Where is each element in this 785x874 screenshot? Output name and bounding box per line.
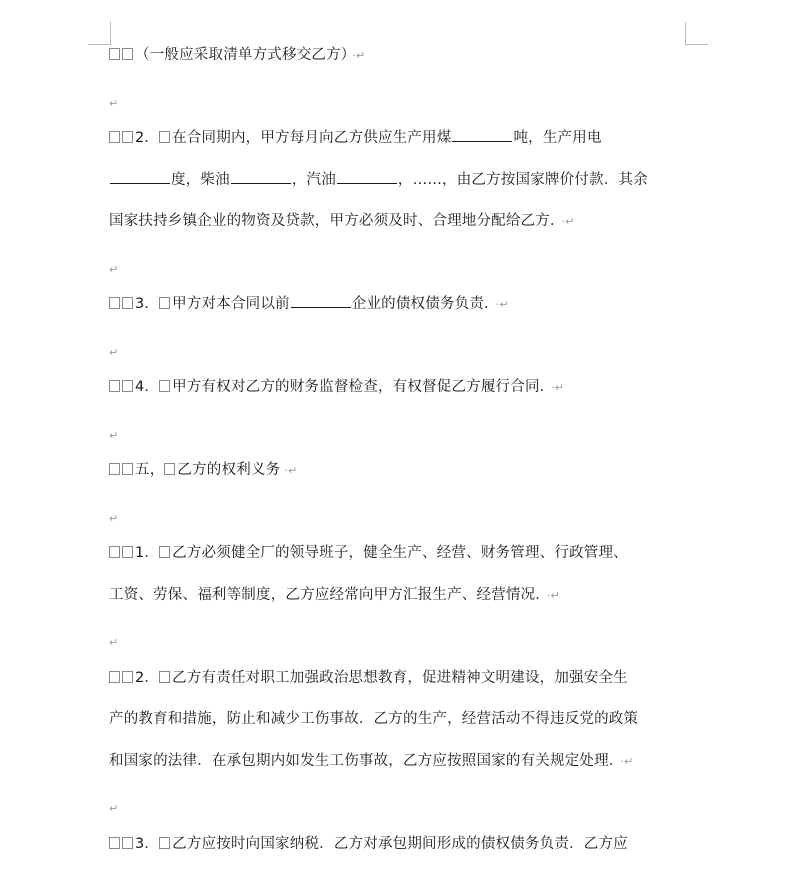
- document-body[interactable]: [109, 35, 689, 865]
- missing-glyph-box: [159, 131, 170, 143]
- empty-paragraph[interactable]: [109, 492, 689, 534]
- paragraph-mark-icon: ·↵: [284, 464, 298, 477]
- missing-glyph-box: [159, 297, 170, 309]
- line-text: ，……，由乙方按国家牌价付款．其余: [397, 171, 648, 188]
- missing-glyph-box: [159, 837, 170, 849]
- empty-paragraph[interactable]: [109, 782, 689, 824]
- crop-mark-top-left: [88, 22, 111, 45]
- item-number: 3．: [135, 296, 160, 312]
- line-text: 在合同期内，甲方每月向乙方供应生产用煤: [172, 130, 452, 146]
- item-number: 2．: [135, 669, 160, 686]
- missing-glyph-box: [164, 463, 175, 475]
- line-text: 甲方对本合同以前: [172, 296, 290, 312]
- paragraph-mark-icon: ↵: [109, 636, 119, 649]
- missing-glyph-box: [109, 297, 120, 309]
- paragraph-mark-icon: ↵: [109, 96, 119, 110]
- text-line[interactable]: [109, 658, 689, 700]
- missing-glyph-box: [159, 546, 170, 558]
- paragraph-mark-icon: ·↵: [352, 49, 366, 62]
- missing-glyph-box: [122, 837, 133, 849]
- missing-glyph-box: [122, 131, 133, 143]
- paragraph-mark-icon: ·↵: [495, 298, 509, 311]
- line-text: （一般应采取清单方式移交乙方）: [135, 47, 349, 63]
- section-number: 五，: [135, 462, 165, 478]
- missing-glyph-box: [109, 131, 120, 143]
- fill-in-blank[interactable]: [291, 293, 351, 308]
- text-line[interactable]: [109, 699, 689, 741]
- paragraph-mark-icon: ·↵: [561, 215, 575, 228]
- missing-glyph-box: [109, 837, 120, 849]
- line-text: 工资、劳保、福利等制度，乙方应经常向甲方汇报生产、经营情况．: [109, 586, 543, 603]
- paragraph-mark-icon: ↵: [109, 428, 119, 442]
- fill-in-blank[interactable]: [231, 169, 291, 184]
- text-line[interactable]: [109, 284, 689, 326]
- line-text: 企业的债权债务负责．: [351, 296, 492, 312]
- paragraph-mark-icon: ↵: [109, 262, 119, 276]
- line-text: 乙方有责任对职工加强政治思想教育，促进精神文明建设，加强安全生: [172, 669, 628, 686]
- missing-glyph-box: [122, 297, 133, 309]
- fill-in-blank[interactable]: [110, 169, 170, 184]
- empty-paragraph[interactable]: [109, 409, 689, 451]
- missing-glyph-box: [122, 671, 133, 683]
- line-text: 乙方应按时向国家纳税．乙方对承包期间形成的债权债务负责．乙方应: [172, 835, 628, 852]
- item-number: 1．: [135, 545, 160, 561]
- missing-glyph-box: [122, 546, 133, 558]
- missing-glyph-box: [122, 463, 133, 475]
- paragraph-mark-icon: ·↵: [546, 588, 560, 602]
- fill-in-blank[interactable]: [452, 127, 512, 142]
- line-text: 和国家的法律．在承包期内如发生工伤事故，乙方应按照国家的有关规定处理．: [109, 752, 617, 769]
- paragraph-mark-icon: ·↵: [620, 754, 634, 768]
- line-text: 国家扶持乡镇企业的物资及贷款，甲方必须及时、合理地分配给乙方．: [109, 213, 558, 229]
- missing-glyph-box: [122, 48, 133, 60]
- text-line[interactable]: [109, 824, 689, 866]
- text-line[interactable]: [109, 35, 689, 77]
- paragraph-mark-icon: ↵: [109, 345, 119, 359]
- missing-glyph-box: [159, 671, 170, 683]
- text-line[interactable]: [109, 533, 689, 575]
- empty-paragraph[interactable]: [109, 243, 689, 285]
- line-text: 甲方有权对乙方的财务监督检查，有权督促乙方履行合同．: [172, 379, 548, 395]
- item-number: 4．: [135, 379, 160, 395]
- empty-paragraph[interactable]: [109, 326, 689, 368]
- missing-glyph-box: [109, 48, 120, 60]
- missing-glyph-box: [159, 380, 170, 392]
- missing-glyph-box: [109, 671, 120, 683]
- missing-glyph-box: [122, 380, 133, 392]
- line-text: 乙方必须健全厂的领导班子，健全生产、经营、财务管理、行政管理、: [172, 545, 628, 561]
- line-text: 吨，生产用电: [513, 130, 602, 146]
- text-line[interactable]: [109, 160, 689, 202]
- empty-paragraph[interactable]: [109, 77, 689, 119]
- text-line[interactable]: [109, 367, 689, 409]
- text-line[interactable]: [109, 118, 689, 160]
- line-text: 产的教育和措施，防止和减少工伤事故．乙方的生产，经营活动不得违反党的政策: [109, 711, 639, 727]
- paragraph-mark-icon: ↵: [109, 511, 119, 525]
- text-line[interactable]: [109, 575, 689, 617]
- missing-glyph-box: [109, 546, 120, 558]
- missing-glyph-box: [109, 380, 120, 392]
- empty-paragraph[interactable]: [109, 616, 689, 658]
- line-text: 乙方的权利义务: [177, 462, 281, 478]
- item-number: 3．: [135, 835, 160, 852]
- text-line[interactable]: [109, 201, 689, 243]
- fill-in-blank[interactable]: [337, 169, 397, 184]
- section-heading[interactable]: [109, 450, 689, 492]
- line-text: ，汽油: [291, 171, 336, 188]
- item-number: 2．: [135, 130, 160, 146]
- text-line[interactable]: [109, 741, 689, 783]
- paragraph-mark-icon: ↵: [109, 802, 119, 815]
- paragraph-mark-icon: ·↵: [551, 381, 565, 394]
- line-text: 度，柴油: [171, 171, 230, 188]
- missing-glyph-box: [109, 463, 120, 475]
